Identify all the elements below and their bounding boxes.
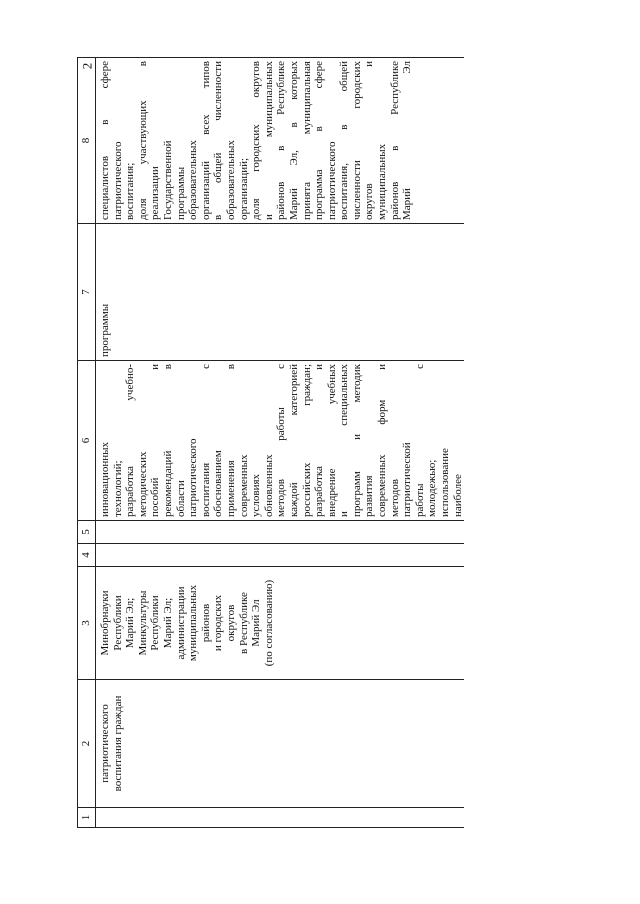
cell-line: патриотического <box>325 141 338 220</box>
plan-table <box>77 57 464 828</box>
cell-line: организаций всех типов <box>199 61 212 220</box>
cell-line: районов в Республике <box>275 61 288 220</box>
cell-col-2 <box>96 680 465 808</box>
cell-line: образовательных <box>224 140 237 220</box>
cell-line: развития <box>363 475 376 517</box>
cell-line: современных <box>237 454 250 517</box>
cell-line: области <box>174 480 187 517</box>
header-cell-2: 2 <box>78 680 96 808</box>
header-cell-6: 6 <box>78 361 96 521</box>
cell-line: программа в сфере <box>313 61 326 220</box>
cell-col-6 <box>96 361 465 521</box>
cell-line: обоснованием <box>212 450 225 517</box>
cell-line: и городских <box>212 594 225 652</box>
cell-line: современных форм и <box>376 364 389 517</box>
cell-line: Марий Эл; <box>124 597 137 649</box>
cell-line: (по согласованию) <box>262 579 275 667</box>
cell-line: методов работы с <box>275 364 288 517</box>
cell-line: организаций; <box>237 157 250 220</box>
cell-line: программ и методик <box>350 364 363 517</box>
cell-line: технологий; <box>111 460 124 517</box>
cell-col-5 <box>96 521 465 544</box>
cell-line: Республики <box>149 595 162 651</box>
cell-line: реализации <box>149 166 162 220</box>
cell-line: принята муниципальная <box>300 61 313 220</box>
rotated-table-wrapper <box>77 58 532 828</box>
header-cell-3: 3 <box>78 567 96 680</box>
cell-line: программы <box>174 166 187 220</box>
cell-line: воспитания граждан <box>111 695 124 792</box>
cell-line: разработка и <box>313 364 326 517</box>
cell-line: воспитания с <box>199 364 212 517</box>
header-row <box>78 58 96 828</box>
cell-line: обновленных <box>262 454 275 517</box>
cell-line: патриотического <box>99 704 111 783</box>
cell-line: специалистов в сфере <box>99 61 111 220</box>
cell-line: Минобрнауки <box>99 590 111 656</box>
header-cell-8: 8 <box>78 58 96 224</box>
cell-line: каждой категорией <box>287 364 300 517</box>
page-number: 2 <box>79 62 95 70</box>
cell-line: методов <box>388 479 401 517</box>
cell-line: российских граждан; <box>300 364 313 517</box>
cell-line: Марий Эл; <box>161 597 174 649</box>
cell-col-7 <box>96 224 465 361</box>
table-row <box>96 58 465 828</box>
header-cell-7: 7 <box>78 224 96 361</box>
cell-line: в общей численности <box>212 61 225 220</box>
cell-line: программы <box>99 303 111 357</box>
cell-col-4 <box>96 544 465 567</box>
cell-line: округов <box>224 604 237 642</box>
cell-line: рекомендаций в <box>161 364 174 517</box>
cell-line: патриотического <box>187 438 200 517</box>
cell-line: патриотической <box>401 442 414 517</box>
cell-line: разработка учебно- <box>124 364 137 517</box>
cell-line: патриотического <box>111 141 124 220</box>
header-cell-4: 4 <box>78 544 96 567</box>
cell-line: работы с <box>413 364 426 517</box>
cell-line: муниципальных <box>376 143 389 220</box>
cell-line: в Республике <box>237 592 250 654</box>
cell-line: наиболее <box>451 474 464 517</box>
cell-line: воспитания; <box>124 162 137 220</box>
header-cell-1: 1 <box>78 808 96 828</box>
cell-line: условиях <box>250 473 263 517</box>
cell-line: воспитания, в общей <box>338 61 351 220</box>
cell-line: образовательных <box>187 140 200 220</box>
cell-line: доля городских округов <box>250 61 263 220</box>
cell-line: администрации <box>174 586 187 660</box>
cell-col-1 <box>96 808 465 828</box>
cell-line: Минкультуры <box>136 590 149 656</box>
cell-line: Республики <box>111 595 124 651</box>
cell-line: и специальных <box>338 364 351 517</box>
cell-col-3 <box>96 567 465 680</box>
cell-line: доля участвующих в <box>136 61 149 220</box>
cell-line: молодежью; <box>426 459 439 517</box>
cell-line: инновационных <box>99 441 111 517</box>
cell-line: Государственной <box>161 140 174 220</box>
cell-col-8 <box>96 58 465 224</box>
cell-line: численности городских <box>350 61 363 220</box>
cell-line: Марий Эл <box>401 61 414 220</box>
cell-line: применения в <box>224 364 237 517</box>
header-cell-5: 5 <box>78 521 96 544</box>
cell-line: Марий Эл <box>250 599 263 647</box>
cell-line: муниципальных <box>187 584 200 662</box>
cell-line: пособий и <box>149 364 162 517</box>
cell-line: методических <box>136 451 149 517</box>
cell-line: и муниципальных <box>262 61 275 220</box>
cell-line: районов в Республике <box>388 61 401 220</box>
cell-line: внедрение учебных <box>325 364 338 517</box>
cell-line: использование <box>439 448 452 517</box>
cell-line: Марий Эл, в которых <box>287 61 300 220</box>
cell-line: районов <box>199 603 212 643</box>
cell-line: округов и <box>363 61 376 220</box>
